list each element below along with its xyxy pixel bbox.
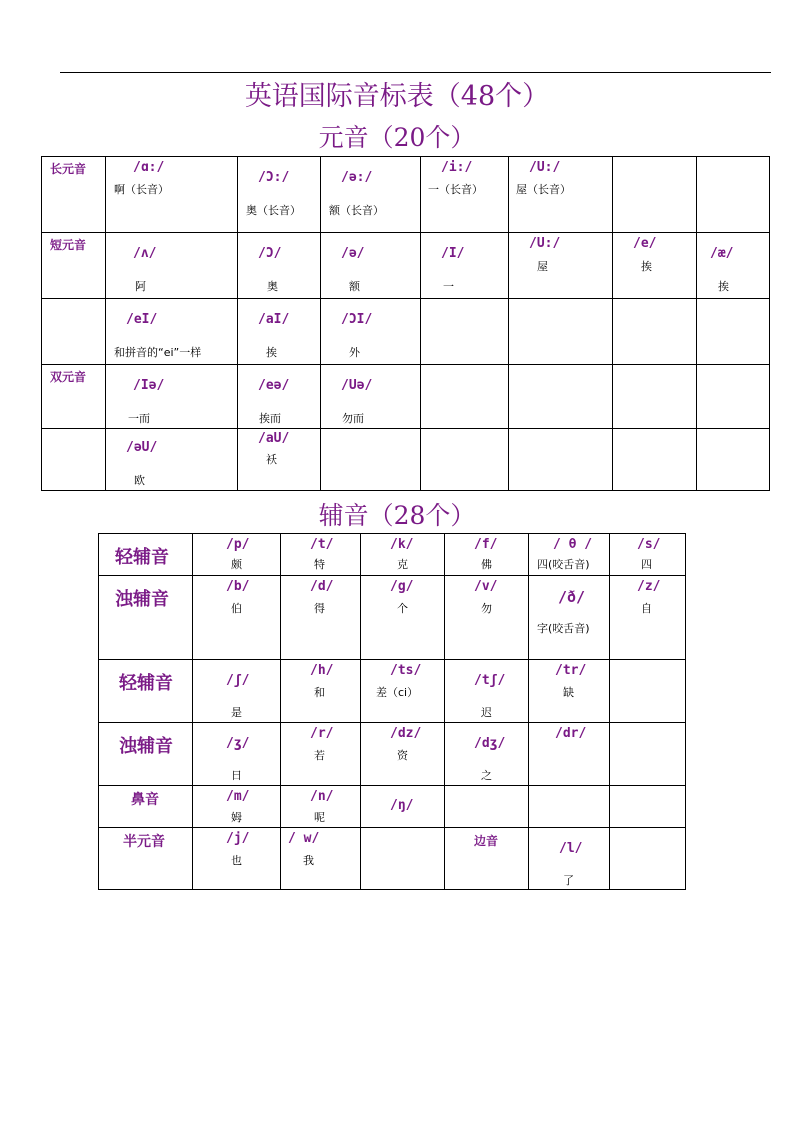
phonetic-symbol: /dz/ xyxy=(390,726,422,741)
phonetic-symbol: /ʃ/ xyxy=(226,673,250,688)
phonetic-symbol: /ɑ:/ xyxy=(133,160,165,175)
pronunciation-hint: 勿 xyxy=(481,602,492,615)
row-label-voiceless: 轻辅音 xyxy=(119,673,173,694)
table-cell xyxy=(99,534,193,576)
phonetic-symbol: /Uə/ xyxy=(341,378,373,393)
pronunciation-hint: 日 xyxy=(231,769,242,782)
table-cell xyxy=(321,299,421,365)
table-cell xyxy=(509,299,613,365)
table-cell xyxy=(106,429,238,491)
pronunciation-hint: 袄 xyxy=(266,453,277,466)
pronunciation-hint: 特 xyxy=(314,558,325,571)
phonetic-symbol: /k/ xyxy=(390,537,414,552)
pronunciation-hint: 呢 xyxy=(314,811,325,824)
phonetic-symbol: /I/ xyxy=(441,246,465,261)
table-cell xyxy=(193,660,281,723)
table-cell xyxy=(697,233,770,299)
pronunciation-hint: 也 xyxy=(231,854,242,867)
table-cell xyxy=(529,660,610,723)
phonetic-symbol: /v/ xyxy=(474,579,498,594)
pronunciation-hint: 屋 xyxy=(537,260,548,273)
phonetic-symbol: /ð/ xyxy=(558,588,586,606)
table-cell xyxy=(281,786,361,828)
pronunciation-hint: 若 xyxy=(314,749,325,762)
table-cell xyxy=(193,576,281,660)
table-cell xyxy=(529,786,610,828)
consonant-row-nasal xyxy=(99,786,686,828)
pronunciation-hint: 迟 xyxy=(481,706,492,719)
pronunciation-hint: 一（长音） xyxy=(428,183,483,196)
table-cell xyxy=(610,534,686,576)
table-cell xyxy=(697,157,770,233)
phonetic-symbol: / w/ xyxy=(288,831,320,846)
pronunciation-hint: 和 xyxy=(314,686,325,699)
phonetic-symbol: /eI/ xyxy=(126,312,158,327)
row-label-voiced: 浊辅音 xyxy=(119,736,173,757)
table-cell xyxy=(106,299,238,365)
table-cell xyxy=(361,660,445,723)
table-cell xyxy=(613,365,697,429)
table-cell xyxy=(509,429,613,491)
pronunciation-hint: 姆 xyxy=(231,811,242,824)
table-cell xyxy=(509,157,613,233)
phonetic-symbol: /t/ xyxy=(310,537,334,552)
table-cell xyxy=(281,828,361,890)
phonetic-symbol: /tr/ xyxy=(555,663,587,678)
pronunciation-hint: 外 xyxy=(349,346,360,359)
table-cell xyxy=(193,786,281,828)
table-cell xyxy=(361,576,445,660)
vowel-table xyxy=(41,156,770,491)
phonetic-symbol: /ŋ/ xyxy=(390,798,414,813)
phonetic-symbol: /eə/ xyxy=(258,378,290,393)
pronunciation-hint: 得 xyxy=(314,602,325,615)
table-cell xyxy=(42,365,106,429)
pronunciation-hint: 挨 xyxy=(266,346,277,359)
pronunciation-hint: 挨而 xyxy=(259,412,281,425)
table-cell xyxy=(321,233,421,299)
phonetic-symbol: /g/ xyxy=(390,579,414,594)
vowels-heading: 元音（20个） xyxy=(318,123,476,152)
pronunciation-hint: 一 xyxy=(443,280,454,293)
consonant-row-voiced-1 xyxy=(99,576,686,660)
table-cell xyxy=(106,157,238,233)
phonetic-symbol: /U:/ xyxy=(529,236,561,251)
table-cell xyxy=(42,429,106,491)
pronunciation-hint: 啊（长音） xyxy=(114,183,169,196)
table-cell xyxy=(529,534,610,576)
table-cell xyxy=(281,534,361,576)
table-cell xyxy=(106,233,238,299)
table-cell xyxy=(361,534,445,576)
row-label-short-vowels: 短元音 xyxy=(50,238,87,252)
pronunciation-hint: 一而 xyxy=(128,412,150,425)
table-cell xyxy=(697,365,770,429)
consonant-table xyxy=(98,533,686,890)
phonetic-symbol: /əU/ xyxy=(126,440,158,455)
table-cell xyxy=(99,660,193,723)
table-cell xyxy=(610,723,686,786)
table-cell xyxy=(421,429,509,491)
phonetic-symbol: /s/ xyxy=(637,537,661,552)
pronunciation-hint: 之 xyxy=(481,769,492,782)
pronunciation-hint: 四(咬舌音) xyxy=(537,558,590,571)
table-cell xyxy=(238,365,321,429)
pronunciation-hint: 和拼音的“ei”一样 xyxy=(114,346,202,359)
table-cell xyxy=(613,299,697,365)
phonetic-symbol: /z/ xyxy=(637,579,661,594)
consonant-row-voiceless-2 xyxy=(99,660,686,723)
pronunciation-hint: 字(咬舌音) xyxy=(537,622,590,635)
phonetic-symbol: /i:/ xyxy=(441,160,473,175)
table-cell xyxy=(445,786,529,828)
table-cell xyxy=(610,576,686,660)
row-label-semivowel: 半元音 xyxy=(123,834,165,850)
table-cell xyxy=(281,723,361,786)
phonetic-symbol: /ƆI/ xyxy=(341,312,373,327)
pronunciation-hint: 挨 xyxy=(641,260,652,273)
table-cell xyxy=(613,157,697,233)
table-cell xyxy=(238,429,321,491)
consonant-row-semivowel xyxy=(99,828,686,890)
consonant-row-voiced-2 xyxy=(99,723,686,786)
table-cell xyxy=(42,157,106,233)
pronunciation-hint: 克 xyxy=(397,558,408,571)
phonetic-symbol: /æ/ xyxy=(710,246,734,261)
table-cell xyxy=(321,429,421,491)
table-cell xyxy=(99,723,193,786)
table-cell xyxy=(99,576,193,660)
pronunciation-hint: 欧 xyxy=(134,474,145,487)
phonetic-symbol: /ʌ/ xyxy=(133,246,157,261)
table-cell xyxy=(610,786,686,828)
table-cell xyxy=(238,233,321,299)
table-cell xyxy=(321,365,421,429)
pronunciation-hint: 阿 xyxy=(135,280,146,293)
pronunciation-hint: 额（长音） xyxy=(329,204,384,217)
row-label-lateral: 边音 xyxy=(474,834,499,848)
phonetic-symbol: / θ / xyxy=(553,537,593,552)
phonetic-symbol: /l/ xyxy=(559,841,583,856)
row-label-voiced: 浊辅音 xyxy=(115,589,169,610)
table-cell xyxy=(697,299,770,365)
phonetic-symbol: /aU/ xyxy=(258,431,290,446)
table-cell xyxy=(529,723,610,786)
table-cell xyxy=(193,828,281,890)
phonetic-symbol: /d/ xyxy=(310,579,334,594)
phonetic-symbol: /j/ xyxy=(226,831,250,846)
row-label-long-vowels: 长元音 xyxy=(50,162,87,176)
table-cell xyxy=(509,233,613,299)
table-cell xyxy=(529,576,610,660)
consonants-heading: 辅音（28个） xyxy=(318,501,476,530)
pronunciation-hint: 我 xyxy=(303,854,314,867)
table-cell xyxy=(281,576,361,660)
table-cell xyxy=(106,365,238,429)
phonetic-symbol: /dr/ xyxy=(555,726,587,741)
table-cell xyxy=(99,828,193,890)
table-cell xyxy=(610,828,686,890)
header-rule xyxy=(60,72,771,73)
table-cell xyxy=(361,786,445,828)
vowel-row-long xyxy=(42,157,770,233)
row-label-voiceless: 轻辅音 xyxy=(115,547,169,568)
table-cell xyxy=(361,828,445,890)
phonetic-symbol: /f/ xyxy=(474,537,498,552)
phonetic-symbol: /aI/ xyxy=(258,312,290,327)
pronunciation-hint: 伯 xyxy=(231,602,242,615)
pronunciation-hint: 资 xyxy=(397,749,408,762)
phonetic-symbol: /ʒ/ xyxy=(226,736,250,751)
phonetic-symbol: /n/ xyxy=(310,789,334,804)
vowel-row-diph-3 xyxy=(42,429,770,491)
table-cell xyxy=(445,723,529,786)
table-cell xyxy=(193,723,281,786)
phonetic-symbol: /e/ xyxy=(633,236,657,251)
pronunciation-hint: 差（ci） xyxy=(376,686,419,699)
table-cell xyxy=(361,723,445,786)
pronunciation-hint: 勿而 xyxy=(342,412,364,425)
table-cell xyxy=(238,157,321,233)
phonetic-symbol: /b/ xyxy=(226,579,250,594)
table-cell xyxy=(445,576,529,660)
vowel-row-diph-2 xyxy=(42,365,770,429)
pronunciation-hint: 自 xyxy=(641,602,652,615)
table-cell xyxy=(238,299,321,365)
pronunciation-hint: 个 xyxy=(397,602,408,615)
table-cell xyxy=(281,660,361,723)
pronunciation-hint: 奥（长音） xyxy=(246,204,301,217)
table-cell xyxy=(613,429,697,491)
row-label-nasal: 鼻音 xyxy=(131,792,159,808)
phonetic-symbol: /dʒ/ xyxy=(474,736,506,751)
table-cell xyxy=(421,299,509,365)
phonetic-symbol: /ə:/ xyxy=(341,170,373,185)
phonetic-symbol: /h/ xyxy=(310,663,334,678)
phonetic-symbol: /tʃ/ xyxy=(474,673,506,688)
pronunciation-hint: 是 xyxy=(231,706,242,719)
phonetic-symbol: /Ɔ:/ xyxy=(258,170,290,185)
table-cell xyxy=(529,828,610,890)
table-cell xyxy=(445,828,529,890)
table-cell xyxy=(99,786,193,828)
table-cell xyxy=(610,660,686,723)
pronunciation-hint: 额 xyxy=(349,280,360,293)
table-cell xyxy=(421,157,509,233)
pronunciation-hint: 缺 xyxy=(563,686,574,699)
table-cell xyxy=(445,660,529,723)
pronunciation-hint: 佛 xyxy=(481,558,492,571)
pronunciation-hint: 奥 xyxy=(267,280,278,293)
pronunciation-hint: 了 xyxy=(563,874,574,887)
table-cell xyxy=(697,429,770,491)
pronunciation-hint: 四 xyxy=(641,558,652,571)
table-cell xyxy=(421,233,509,299)
pronunciation-hint: 挨 xyxy=(718,280,729,293)
vowel-row-short xyxy=(42,233,770,299)
phonetic-symbol: /r/ xyxy=(310,726,334,741)
pronunciation-hint: 颇 xyxy=(231,558,242,571)
phonetic-symbol: /ts/ xyxy=(390,663,422,678)
phonetic-symbol: /ə/ xyxy=(341,246,365,261)
table-cell xyxy=(321,157,421,233)
table-cell xyxy=(193,534,281,576)
phonetic-symbol: /p/ xyxy=(226,537,250,552)
table-cell xyxy=(445,534,529,576)
phonetic-symbol: /U:/ xyxy=(529,160,561,175)
table-cell xyxy=(421,365,509,429)
table-cell xyxy=(509,365,613,429)
table-cell xyxy=(613,233,697,299)
phonetic-symbol: /Ɔ/ xyxy=(258,246,282,261)
phonetic-symbol: /m/ xyxy=(226,789,250,804)
vowel-row-diph-1 xyxy=(42,299,770,365)
phonetic-symbol: /Iə/ xyxy=(133,378,165,393)
consonant-row-voiceless-1 xyxy=(99,534,686,576)
row-label-diphthongs: 双元音 xyxy=(50,370,87,384)
page-title: 英语国际音标表（48个） xyxy=(244,81,550,112)
pronunciation-hint: 屋（长音） xyxy=(516,183,571,196)
table-cell xyxy=(42,233,106,299)
table-cell xyxy=(42,299,106,365)
